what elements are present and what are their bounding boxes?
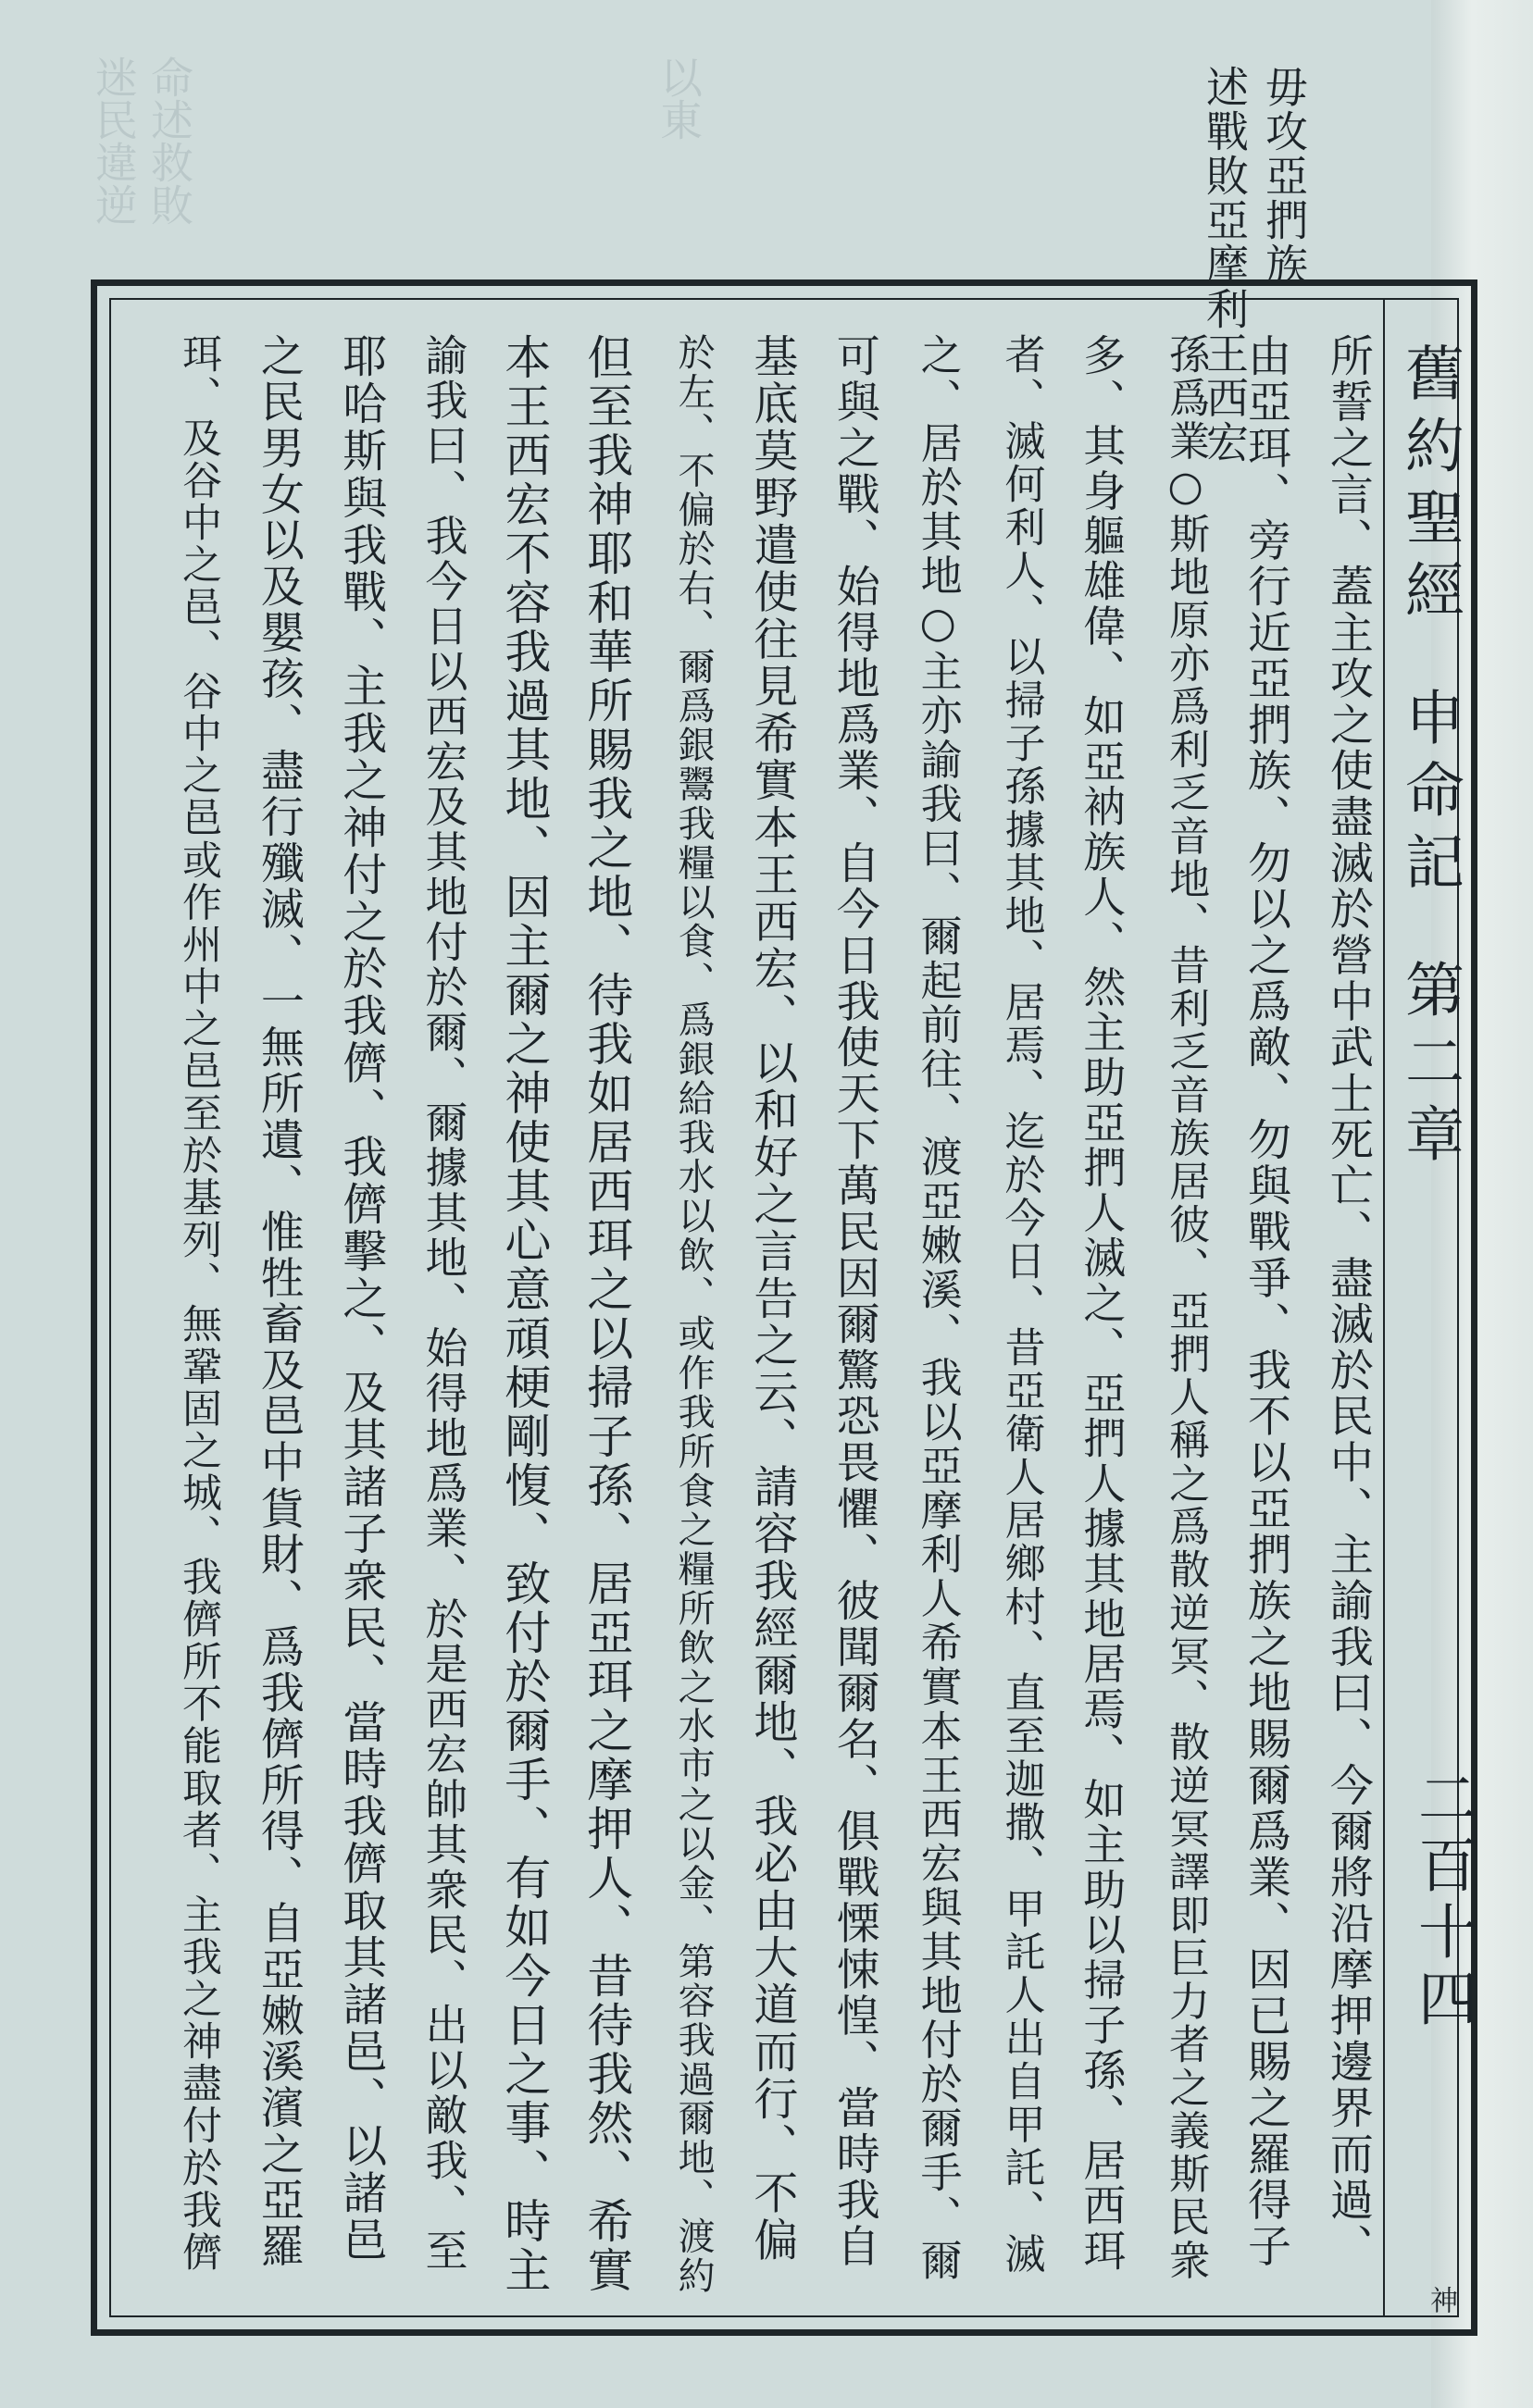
text-column: 可與之戰、始得地爲業、自今日我使天下萬民因爾驚恐畏懼、彼聞爾名、俱戰慄悚惶、當時我自 xyxy=(829,333,880,2270)
text-column: 者、滅何利人、以掃子孫據其地、居焉、迄於今日、昔亞衛人居鄉村、直至迦撒、甲託人出自甲託、滅 xyxy=(997,333,1045,2276)
text-column: 珥、及谷中之邑、谷中之邑或作州中之邑至於基列、無鞏固之城、我儕所不能取者、主我之神盡付於我儕 xyxy=(176,333,222,2274)
text-column: 但至我神耶和華所賜我之地、待我如居西珥之以掃子孫、居亞珥之摩押人、昔待我然、希實 xyxy=(580,333,634,2295)
bleed-through-text: 以東 xyxy=(654,56,704,141)
text-column: 諭我曰、我今日以西宏及其地付於爾、爾據其地、始得地爲業、於是西宏帥其衆民、出以敵我、至 xyxy=(418,333,469,2274)
chapter-title: 第二章 xyxy=(1395,959,1464,1175)
margin-note: 毋攻亞捫族 xyxy=(1259,65,1309,287)
header-rule xyxy=(1383,298,1385,2317)
bottom-mark: 神 xyxy=(1425,2286,1457,2314)
text-column: 基底莫野遣使往見希實本王西宏、以和好之言告之云、請容我經爾地、我必由大道而行、不偏 xyxy=(745,333,798,2265)
book-title: 舊約聖經 xyxy=(1395,342,1464,631)
margin-note: 述戰敗亞摩利王西宏 xyxy=(1200,65,1250,465)
running-header xyxy=(1395,342,1464,1175)
margin-notes xyxy=(870,65,1309,465)
page-number: 二百十四 xyxy=(1408,1768,1477,2034)
text-column: 於左、不偏於右、爾爲銀鬻我糧以食、爲銀給我水以飲、或作我所食之糧所飲之水市之以金、第容我過爾地、渡約 xyxy=(672,333,716,2295)
text-column: 由亞珥、旁行近亞捫族、勿以之爲敵、勿與戰爭、我不以亞捫族之地賜爾爲業、因已賜之羅得子 xyxy=(1240,333,1291,2270)
section-title: 申命記 xyxy=(1395,687,1464,903)
text-column: 本王西宏不容我過其地、因主爾之神使其心意頑梗剛愎、致付於爾手、有如今日之事、時主 xyxy=(497,333,552,2295)
text-column: 所誓之言、蓋主攻之使盡滅於營中武士死亡、盡滅於民中、主諭我曰、今爾將沿摩押邊界而過、 xyxy=(1322,333,1374,2270)
body-text xyxy=(139,333,1374,2295)
text-column: 之民男女以及嬰孩、盡行殲滅、一無所遺、惟牲畜及邑中貨財、爲我儕所得、自亞嫩溪濱之亞羅 xyxy=(253,333,305,2270)
text-column: 之、居於其地○主亦諭我曰、爾起前往、渡亞嫩溪、我以亞摩利人希實本王西宏與其地付於爾手、爾 xyxy=(913,333,963,2283)
text-column: 耶哈斯與我戰、主我之神付之於我儕、我儕擊之、及其諸子衆民、當時我儕取其諸邑、以諸邑 xyxy=(334,333,387,2265)
text-column: 孫爲業○斯地原亦爲利乏音地、昔利乏音族居彼、亞捫人稱之爲散逆冥、散逆冥譯即巨力者之義斯民衆 xyxy=(1162,333,1210,2282)
text-column: 多、其身軀雄偉、如亞衲族人、然主助亞捫人滅之、亞捫人據其地居焉、如主助以掃子孫、居西珥 xyxy=(1077,333,1128,2274)
bleed-through-text: 迷民違逆 xyxy=(89,56,139,226)
bleed-through-text: 命述救敗 xyxy=(144,56,194,226)
